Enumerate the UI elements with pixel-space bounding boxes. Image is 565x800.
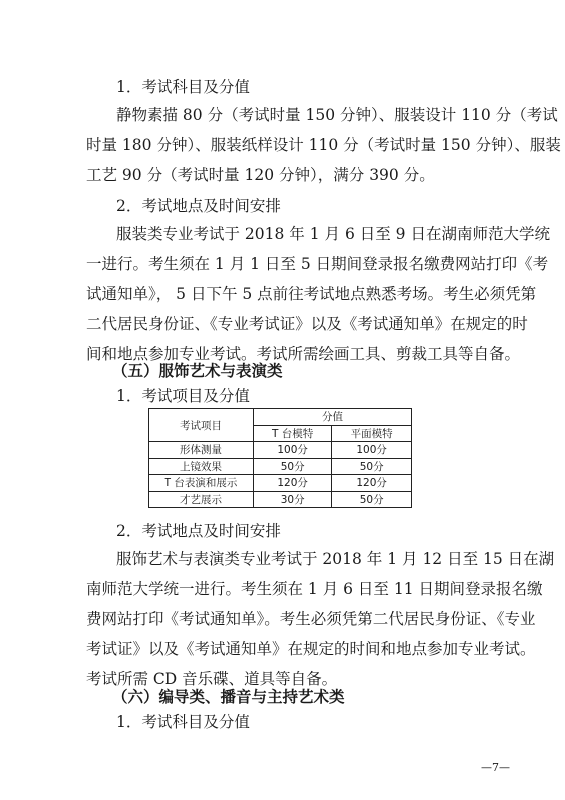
table-cell-name: 才艺展示: [149, 491, 254, 508]
table-row: [149, 458, 412, 475]
table-cell-t: 100分: [254, 442, 332, 459]
table-subheader-flat-model: 平面模特: [332, 425, 412, 442]
table-cell-t: 120分: [254, 475, 332, 492]
paragraph-line: 一进行。考生须在 1 月 1 日至 5 日期间登录报名缴费网站打印《考: [86, 255, 549, 273]
paragraph-line: 静物素描 80 分（考试时量 150 分钟）、服装设计 110 分（考试: [116, 106, 558, 124]
item-title-subjects: 1．考试科目及分值: [116, 713, 250, 731]
table-cell-t: 30分: [254, 491, 332, 508]
paragraph-line: 考试所需 CD 音乐碟、道具等自备。: [86, 670, 338, 688]
paragraph-line: 南师范大学统一进行。考生须在 1 月 6 日至 11 日期间登录报名缴: [86, 580, 543, 598]
paragraph-line: 工艺 90 分（考试时量 120 分钟），满分 390 分。: [86, 166, 435, 184]
table-cell-name: T 台表演和展示: [149, 475, 254, 492]
table-cell-name: 上镜效果: [149, 458, 254, 475]
table-cell-flat: 120分: [332, 475, 412, 492]
page-number: —7—: [481, 761, 510, 774]
table-subheader-t-model: T 台模特: [254, 425, 332, 442]
table-cell-flat: 100分: [332, 442, 412, 459]
table-header-score: 分值: [254, 409, 412, 426]
paragraph-line: 考试证》以及《考试通知单》在规定的时间和地点参加专业考试。: [86, 640, 536, 658]
item-title-schedule: 2．考试地点及时间安排: [116, 522, 281, 540]
paragraph-line: 费网站打印《考试通知单》。考生必须凭第二代居民身份证、《专业: [86, 610, 536, 628]
table-cell-name: 形体测量: [149, 442, 254, 459]
section-heading: （五）服饰艺术与表演类: [112, 361, 283, 380]
table-header-item: 考试项目: [149, 409, 254, 442]
table-cell-flat: 50分: [332, 458, 412, 475]
score-table: [148, 408, 412, 508]
item-title-subjects: 1．考试项目及分值: [116, 387, 250, 405]
table-row: [149, 491, 412, 508]
paragraph-line: 试通知单》， 5 日下午 5 点前往考试地点熟悉考场。考生必须凭第: [86, 285, 537, 303]
paragraph-line: 时量 180 分钟）、服装纸样设计 110 分（考试时量 150 分钟）、服装: [86, 136, 561, 154]
paragraph-line: 服饰艺术与表演类专业考试于 2018 年 1 月 12 日至 15 日在湖: [116, 550, 555, 568]
item-title-schedule: 2．考试地点及时间安排: [116, 197, 281, 215]
paragraph-line: 间和地点参加专业考试。考试所需绘画工具、剪裁工具等自备。: [86, 345, 521, 363]
table-row: [149, 442, 412, 459]
table-cell-flat: 50分: [332, 491, 412, 508]
section-heading: （六）编导类、播音与主持艺术类: [112, 687, 345, 706]
table-cell-t: 50分: [254, 458, 332, 475]
paragraph-line: 二代居民身份证、《专业考试证》以及《考试通知单》在规定的时: [86, 315, 528, 333]
table-row: [149, 475, 412, 492]
table-header-row: [149, 409, 412, 426]
paragraph-line: 服装类专业考试于 2018 年 1 月 6 日至 9 日在湖南师范大学统: [116, 225, 550, 243]
item-title-subjects: 1．考试科目及分值: [116, 78, 250, 96]
